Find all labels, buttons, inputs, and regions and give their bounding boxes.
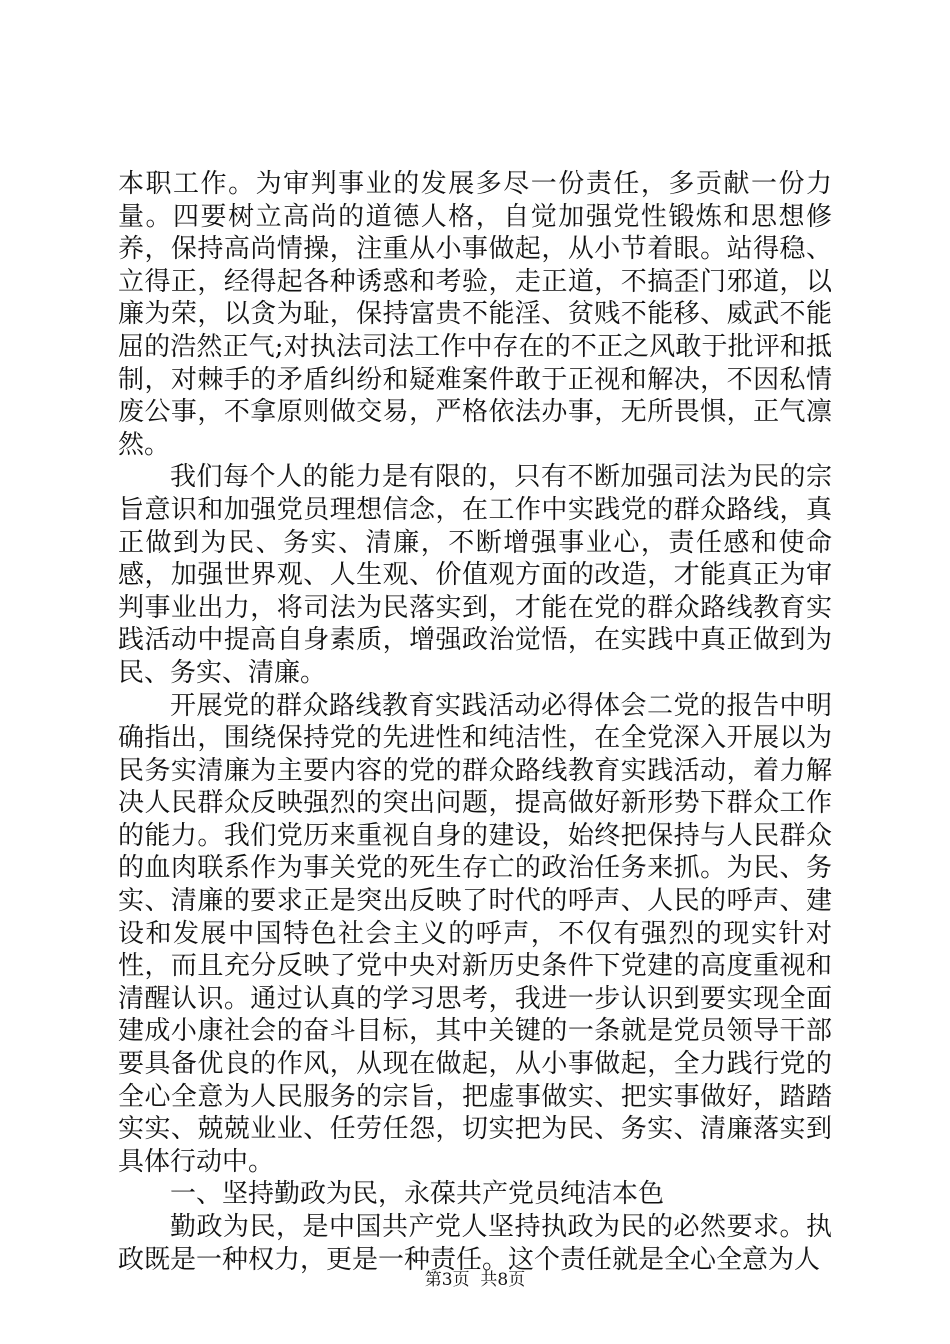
paragraph-continuation: 本职工作。为审判事业的发展多尽一份责任，多贡献一份力量。四要树立高尚的道德人格，自觉加强党性锻炼和思想修养，保持高尚情操，注重从小事做起，从小节着眼。站得稳、立得正，经得起各种诱惑和考验，走正道，不搞歪门邪道，以廉为荣，以贪为耻，保持富贵不能淫、贫贱不能移、威武不能屈的浩然正气;对执法司法工作中存在的不正之风敢于批评和抵制，对棘手的矛盾纠纷和疑难案件敢于正视和解决，不因私情废公事，不拿原则做交易，严格依法办事，无所畏惧，正气凛然。	[118, 169, 832, 460]
page-number: 第3页	[424, 1270, 470, 1290]
page-footer	[0, 1268, 950, 1292]
paragraph-diligent-governance: 勤政为民，是中国共产党人坚持执政为民的必然要求。执政既是一种权力，更是一种责任。这个责任就是全心全意为人	[118, 1212, 832, 1275]
paragraph-mass-line: 开展党的群众路线教育实践活动必得体会二党的报告中明确指出，围绕保持党的先进性和纯洁性，在全党深入开展以为民务实清廉为主要内容的党的群众路线教育实践活动，着力解决人民群众反映强烈的突出问题，提高做好新形势下群众工作的能力。我们党历来重视自身的建设，始终把保持与人民群众的血肉联系作为事关党的死生存亡的政治任务来抓。为民、务实、清廉的要求正是突出反映了时代的呼声、人民的呼声、建设和发展中国特色社会主义的呼声，不仅有强烈的现实针对性，而且充分反映了党中央对新历史条件下党建的高度重视和清醒认识。通过认真的学习思考，我进一步认识到要实现全面建成小康社会的奋斗目标，其中关键的一条就是党员领导干部要具备优良的作风，从现在做起，从小事做起，全力践行党的全心全意为人民服务的宗旨，把虚事做实、把实事做好，踏踏实实、兢兢业业、任劳任怨，切实把为民、务实、清廉落实到具体行动中。	[118, 690, 832, 1177]
page-total: 共8页	[480, 1270, 526, 1290]
document-body	[118, 168, 832, 1276]
section-heading: 一、坚持勤政为民，永葆共产党员纯洁本色	[170, 1179, 665, 1210]
paragraph-ability: 我们每个人的能力是有限的，只有不断加强司法为民的宗旨意识和加强党员理想信念，在工作中实践党的群众路线，真正做到为民、务实、清廉，不断增强事业心，责任感和使命感，加强世界观、人生观、价值观方面的改造，才能真正为审判事业出力，将司法为民落实到，才能在党的群众路线教育实践活动中提高自身素质，增强政治觉悟，在实践中真正做到为民、务实、清廉。	[118, 462, 832, 688]
